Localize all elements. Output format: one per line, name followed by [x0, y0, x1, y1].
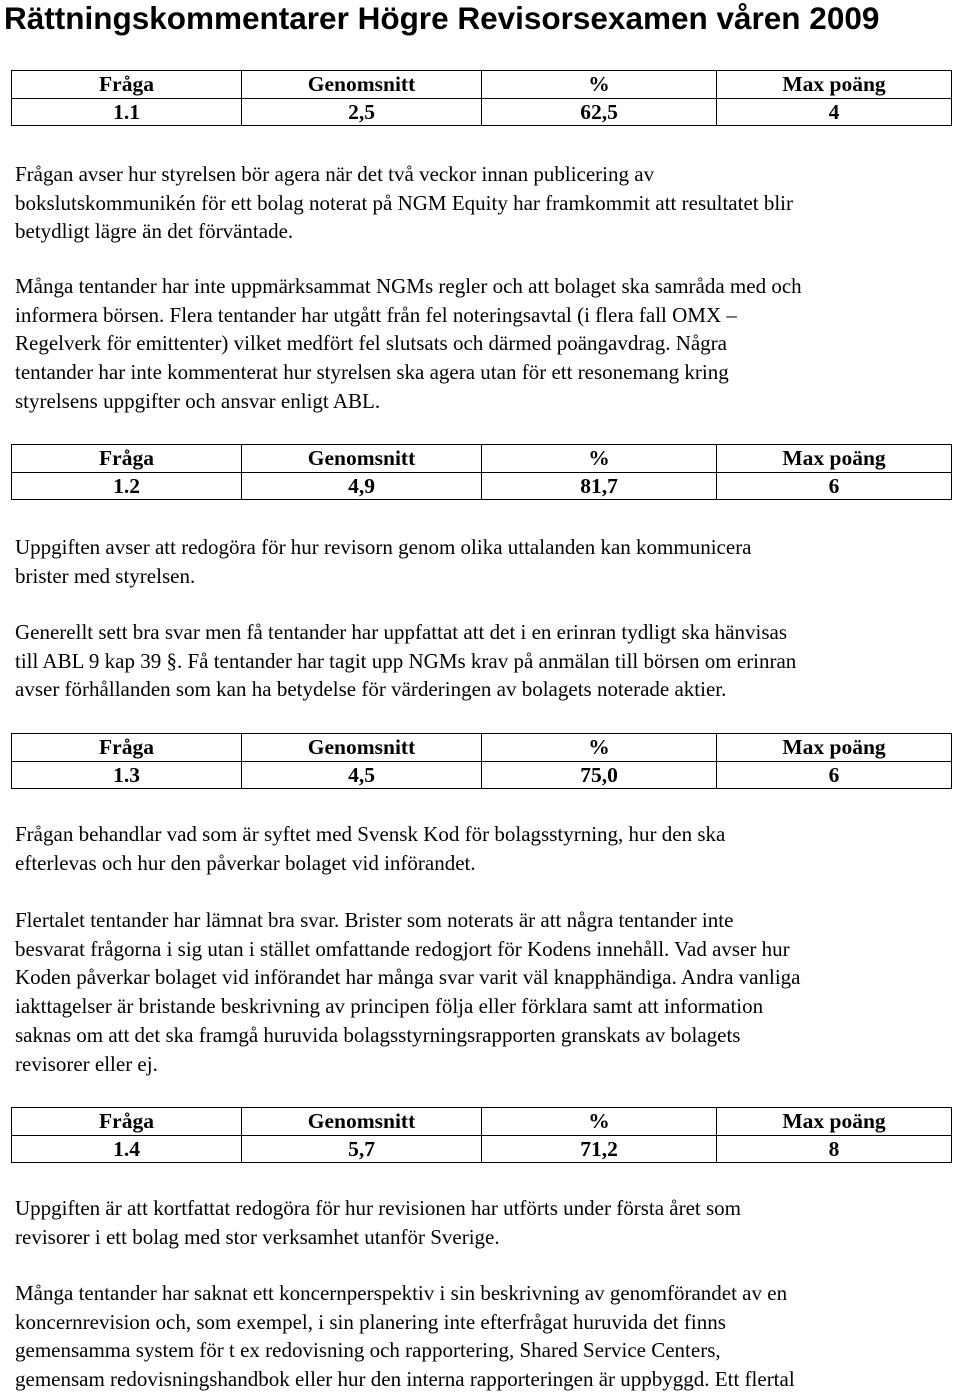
text-line: betydligt lägre än det förväntade. — [15, 219, 294, 244]
cell-fraga: 1.1 — [12, 98, 242, 126]
text-line: besvarat frågorna i sig utan i stället omfattande redogjort för Kodens innehåll. Vad avser hur — [15, 936, 790, 961]
text-line: brister med styrelsen. — [15, 563, 196, 588]
table-header-row — [12, 734, 952, 762]
score-table — [11, 70, 952, 126]
paragraph — [15, 533, 951, 590]
paragraph — [15, 906, 951, 1078]
cell-genomsnitt: 5,7 — [242, 1135, 482, 1163]
paragraph — [15, 1279, 951, 1394]
cell-fraga: 1.3 — [12, 761, 242, 789]
header-procent: % — [482, 734, 717, 762]
table-row — [12, 761, 952, 789]
document-title: Rättningskommentarer Högre Revisorsexamen våren 2009 — [4, 0, 880, 36]
text-line: till ABL 9 kap 39 §. Få tentander har tagit upp NGMs krav på anmälan till börsen om erinran — [15, 648, 797, 673]
cell-fraga: 1.2 — [12, 472, 242, 500]
cell-fraga: 1.4 — [12, 1135, 242, 1163]
text-line: Många tentander har saknat ett koncernperspektiv i sin beskrivning av genomförandet av en — [15, 1281, 788, 1305]
table-header-row — [12, 445, 952, 473]
text-line: efterlevas och hur den påverkar bolaget vid införandet. — [15, 850, 476, 875]
header-max-poang: Max poäng — [717, 734, 952, 762]
table-row — [12, 1135, 952, 1163]
header-procent: % — [482, 1108, 717, 1136]
table-header-row — [12, 1108, 952, 1136]
text-line: revisorer i ett bolag med stor verksamhet utanför Sverige. — [15, 1224, 500, 1249]
text-line: styrelsens uppgifter och ansvar enligt ABL. — [15, 388, 381, 413]
text-line: revisorer eller ej. — [15, 1051, 158, 1076]
cell-genomsnitt: 4,5 — [242, 761, 482, 789]
header-genomsnitt: Genomsnitt — [242, 734, 482, 762]
text-line: informera börsen. Flera tentander har utgått från fel noteringsavtal (i flera fall OMX – — [15, 302, 737, 327]
header-fraga: Fråga — [12, 1108, 242, 1136]
text-line: Många tentander har inte uppmärksammat NGMs regler och att bolaget ska samråda med och — [15, 274, 802, 298]
table-row — [12, 98, 952, 126]
text-line: Uppgiften är att kortfattat redogöra för hur revisionen har utförts under första året som — [15, 1196, 741, 1220]
text-line: Flertalet tentander har lämnat bra svar. Brister som noterats är att några tentander inte — [15, 908, 734, 932]
text-line: koncernrevision och, som exempel, i sin planering inte efterfrågat huruvida det finns — [15, 1309, 726, 1334]
text-line: Generellt sett bra svar men få tentander har uppfattat att det i en erinran tydligt ska hänvisas — [15, 620, 788, 644]
score-table — [11, 733, 952, 789]
cell-genomsnitt: 2,5 — [242, 98, 482, 126]
header-fraga: Fråga — [12, 445, 242, 473]
header-genomsnitt: Genomsnitt — [242, 71, 482, 99]
header-max-poang: Max poäng — [717, 1108, 952, 1136]
header-fraga: Fråga — [12, 71, 242, 99]
text-line: Regelverk för emittenter) vilket medfört fel slutsats och därmed poängavdrag. Några — [15, 331, 727, 356]
paragraph — [15, 1194, 951, 1251]
header-genomsnitt: Genomsnitt — [242, 445, 482, 473]
text-line: Uppgiften avser att redogöra för hur revisorn genom olika uttalanden kan kommunicera — [15, 535, 752, 559]
header-genomsnitt: Genomsnitt — [242, 1108, 482, 1136]
header-procent: % — [482, 71, 717, 99]
header-procent: % — [482, 445, 717, 473]
cell-max-poang: 8 — [717, 1135, 952, 1163]
header-fraga: Fråga — [12, 734, 242, 762]
cell-max-poang: 4 — [717, 98, 952, 126]
paragraph — [15, 618, 951, 704]
text-line: gemensam redovisningshandbok eller hur den interna rapporteringen är uppbyggd. Ett flertal — [15, 1367, 795, 1392]
cell-max-poang: 6 — [717, 761, 952, 789]
text-line: Frågan behandlar vad som är syftet med Svensk Kod för bolagsstyrning, hur den ska — [15, 822, 726, 846]
cell-procent: 81,7 — [482, 472, 717, 500]
text-line: Koden påverkar bolaget vid införandet har många svar varit väl knapphändiga. Andra vanliga — [15, 965, 801, 990]
cell-max-poang: 6 — [717, 472, 952, 500]
text-line: avser förhållanden som kan ha betydelse för värderingen av bolagets noterade aktier. — [15, 677, 727, 702]
paragraph — [15, 272, 951, 416]
score-table — [11, 444, 952, 500]
cell-procent: 62,5 — [482, 98, 717, 126]
text-line: tentander har inte kommenterat hur styrelsen ska agera utan för ett resonemang kring — [15, 360, 729, 385]
score-table — [11, 1107, 952, 1163]
text-line: Frågan avser hur styrelsen bör agera när det två veckor innan publicering av — [15, 162, 655, 186]
text-line: saknas om att det ska framgå huruvida bolagsstyrningsrapporten granskats av bolagets — [15, 1022, 741, 1047]
text-line: iakttagelser är bristande beskrivning av principen följa eller förklara samt att information — [15, 994, 764, 1019]
paragraph — [15, 820, 951, 877]
text-line: bokslutskommunikén för ett bolag noterat på NGM Equity har framkommit att resultatet blir — [15, 190, 794, 215]
table-row — [12, 472, 952, 500]
cell-procent: 75,0 — [482, 761, 717, 789]
table-header-row — [12, 71, 952, 99]
header-max-poang: Max poäng — [717, 445, 952, 473]
header-max-poang: Max poäng — [717, 71, 952, 99]
text-line: gemensamma system för t ex redovisning och rapportering, Shared Service Centers, — [15, 1338, 721, 1363]
cell-genomsnitt: 4,9 — [242, 472, 482, 500]
cell-procent: 71,2 — [482, 1135, 717, 1163]
paragraph — [15, 160, 951, 246]
